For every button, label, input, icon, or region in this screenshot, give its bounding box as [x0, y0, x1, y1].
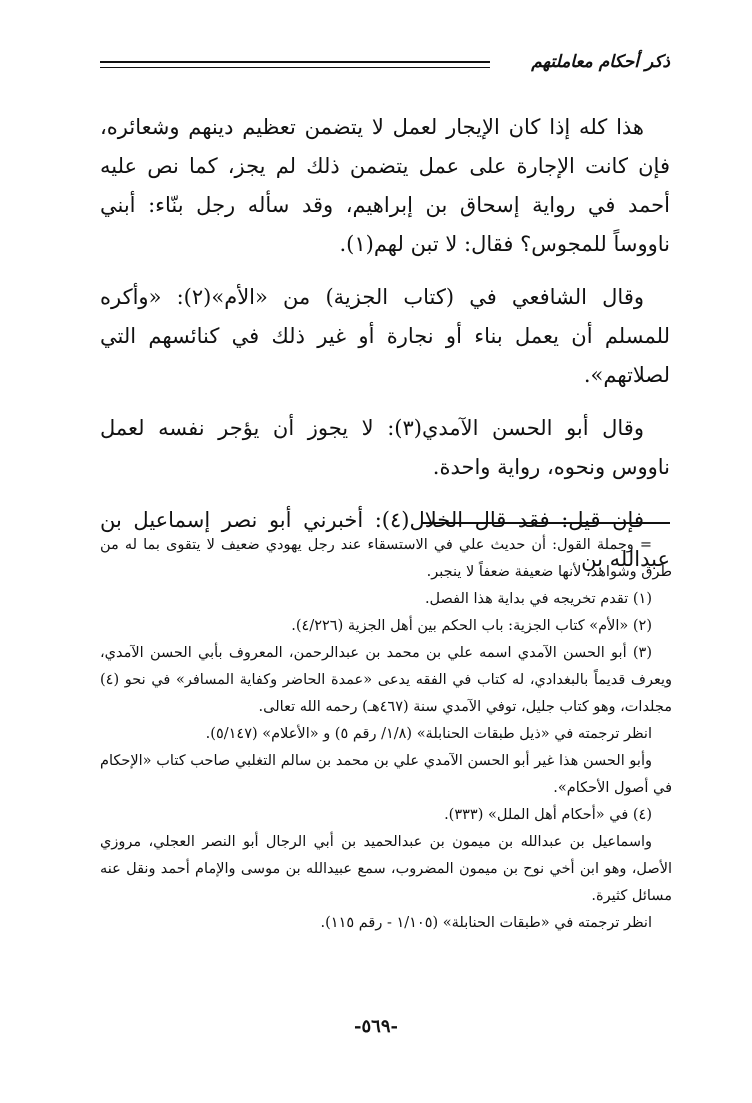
- paragraph: هذا كله إذا كان الإيجار لعمل لا يتضمن تعظيم دينهم وشعائره، فإن كانت الإجارة على عمل يتضمن ذلك لم يجز، كما نص عليه أحمد في رواية إسحاق بن إبراهيم، وقد سأله رجل بنّاء: أبني ناووساً للمجوس؟ فقال: لا تبن لهم(١).: [100, 115, 670, 256]
- header-title: ذكر أحكام معاملتهم: [531, 52, 670, 72]
- footnote: (٢) «الأم» كتاب الجزية: باب الحكم بين أهل الجزية (٤/٢٢٦).: [291, 618, 652, 634]
- main-text: [100, 108, 670, 593]
- footnote: انظر ترجمته في «ذيل طبقات الحنابلة» (١/٨/ رقم ٥) و «الأعلام» (٥/١٤٧).: [205, 726, 652, 742]
- footnote-separator: [422, 522, 670, 524]
- header-rule: [100, 61, 490, 68]
- footnotes: [100, 532, 672, 937]
- footnote: واسماعيل بن عبدالله بن ميمون بن عبدالحميد بن أبي الرجال أبو النصر العجلي، مروزي الأصل، وهو ابن أخي نوح بن ميمون المضروب، سمع عبيدالله بن موسى والإمام أحمد ونقل عنه مسائل كثيرة.: [100, 834, 672, 904]
- footnote: وأبو الحسن هذا غير أبو الحسن الآمدي علي بن محمد بن سالم التغلبي صاحب كتاب «الإحكام في أصول الأحكام».: [100, 753, 672, 796]
- footnote: (١) تقدم تخريجه في بداية هذا الفصل.: [424, 591, 652, 607]
- footnote: انظر ترجمته في «طبقات الحنابلة» (١/١٠٥ - رقم ١١٥).: [320, 915, 652, 931]
- running-header: [100, 52, 670, 78]
- footnote: (٣) أبو الحسن الآمدي اسمه علي بن محمد بن عبدالرحمن، المعروف بأبي الحسن الآمدي، ويعرف قديماً بالبغدادي، له كتاب في الفقه يدعى «عمدة الحاضر وكفاية المسافر» في نحو (٤) مجلدات، وهو كتاب جليل، توفي الآمدي سنة (٤٦٧هـ) رحمه الله تعالى.: [100, 645, 672, 715]
- footnote: (٤) في «أحكام أهل الملل» (٣٣٣).: [444, 807, 652, 823]
- paragraph: وقال الشافعي في (كتاب الجزية) من «الأم»(٢): «وأكره للمسلم أن يعمل بناء أو نجارة أو غير ذلك في كنائسهم التي لصلاتهم».: [100, 285, 670, 387]
- page-number: -٥٦٩-: [354, 1016, 398, 1037]
- footnote: = وجملة القول: أن حديث علي في الاستسقاء عند رجل يهودي ضعيف لا يتقوى بما له من طرق وشواهد، لأنها ضعيفة ضعفاً لا ينجبر.: [100, 537, 672, 580]
- paragraph: وقال أبو الحسن الآمدي(٣): لا يجوز أن يؤجر نفسه لعمل ناووس ونحوه، رواية واحدة.: [100, 416, 670, 479]
- paragraph: فإن قيل: فقد قال الخلال(٤): أخبرني أبو نصر إسماعيل بن عبدالله بن: [100, 508, 670, 571]
